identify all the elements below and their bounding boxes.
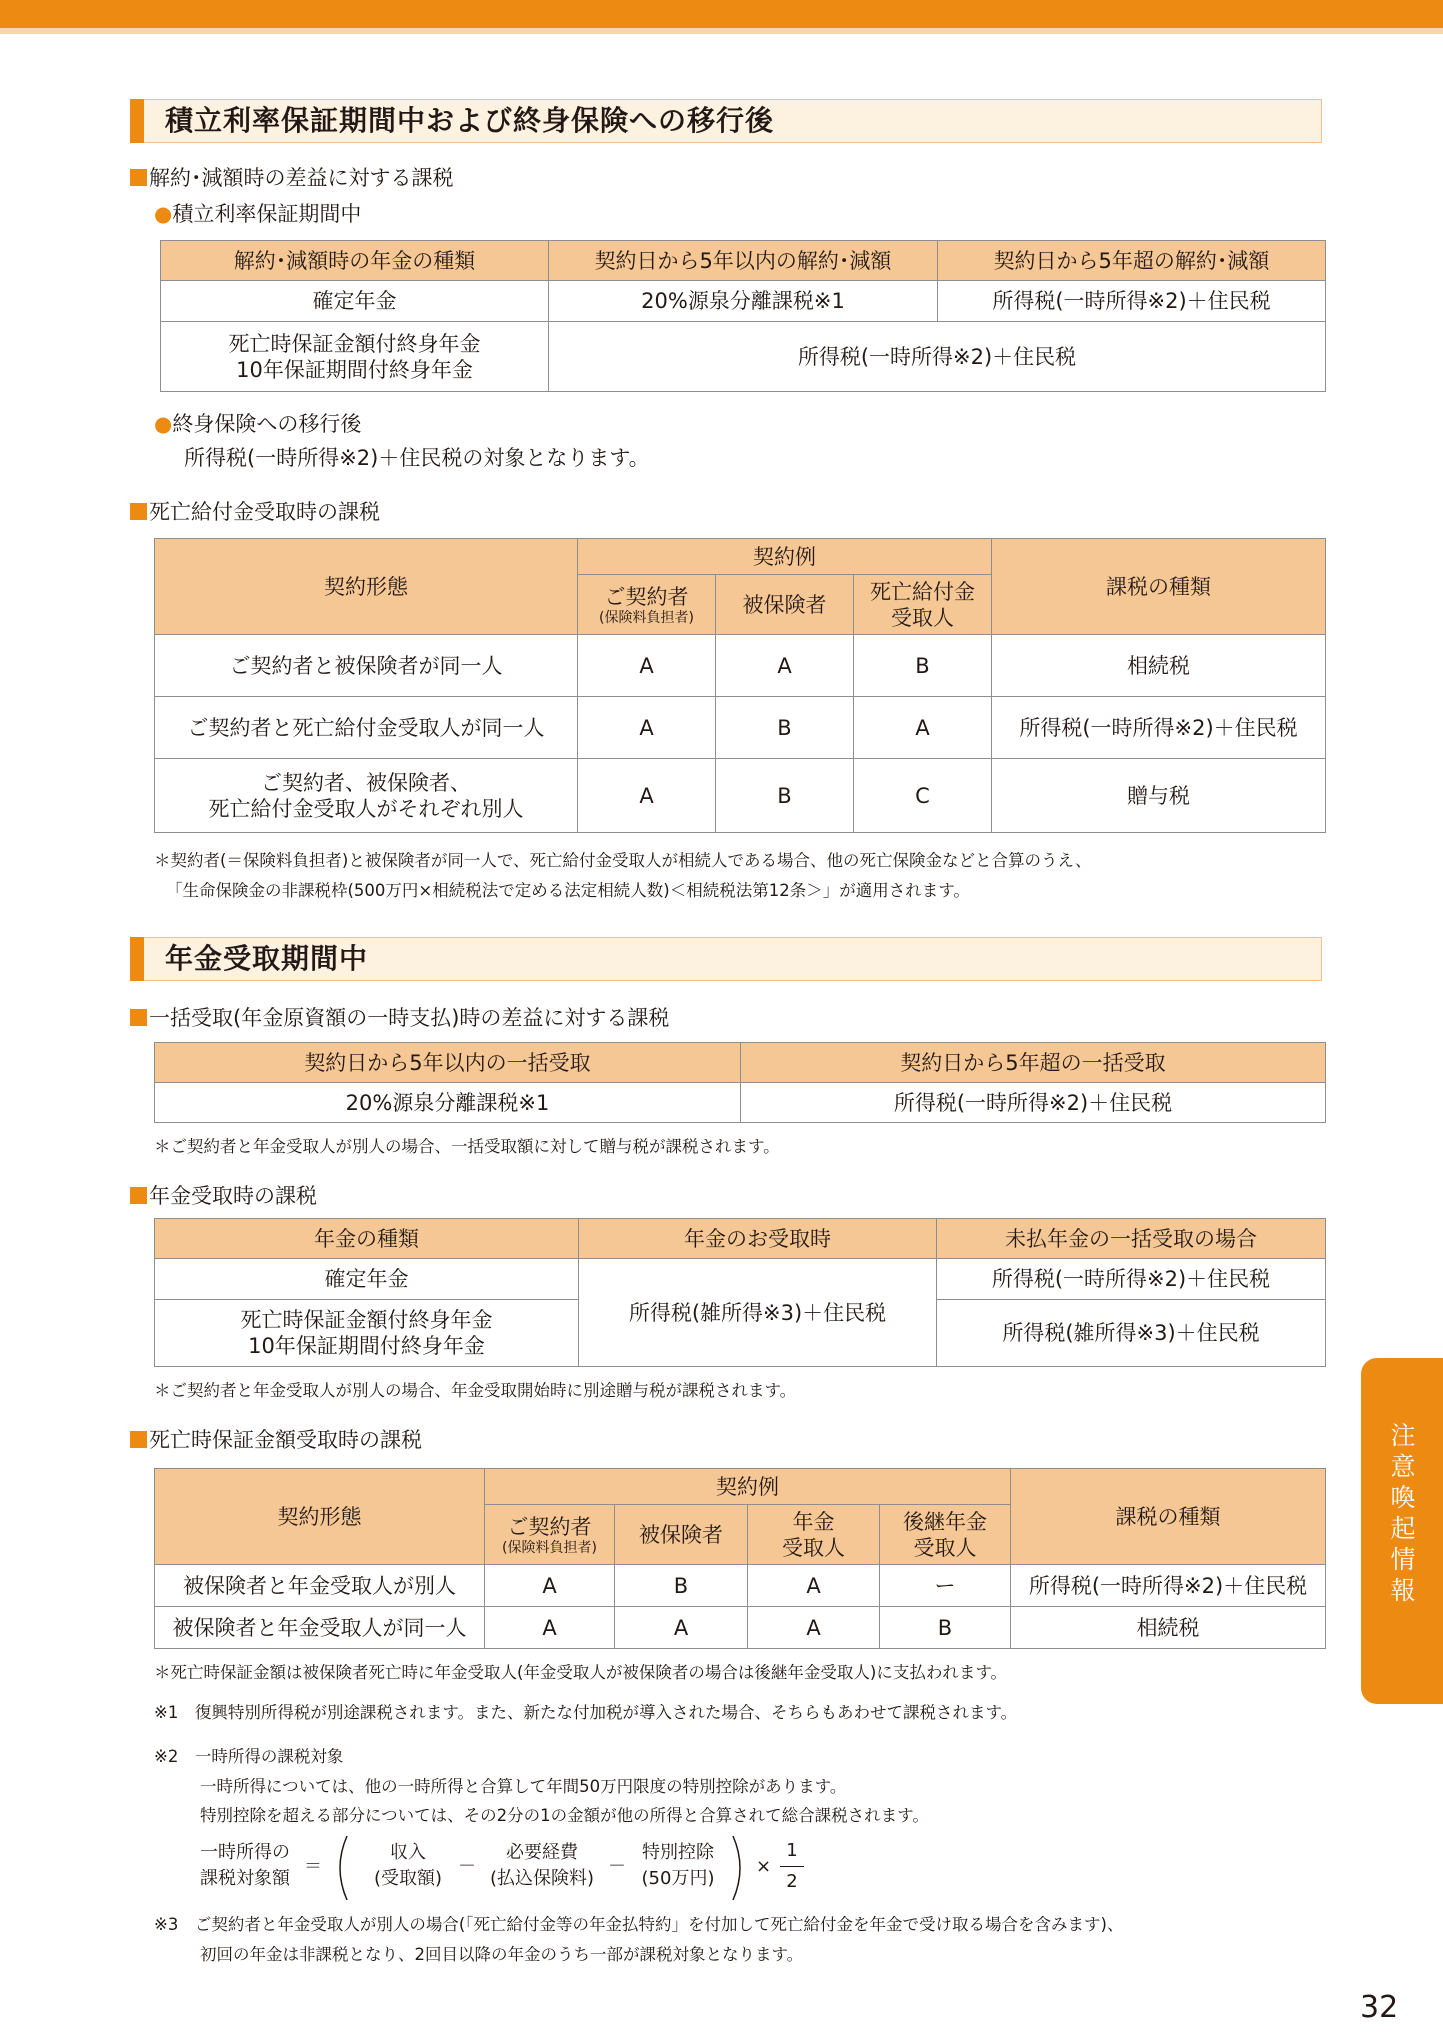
circle-bullet-icon: ● [154,202,173,226]
right-paren-icon [730,1834,750,1902]
table-header-cell: 契約例 [578,539,992,575]
table-cell: 20%源泉分離課税※1 [155,1083,741,1123]
table-header-cell: 契約形態 [155,1469,485,1565]
table-header-cell: 未払年金の一括受取の場合 [937,1219,1326,1259]
table-row [155,1083,1326,1123]
table-cell: 死亡時保証金額付終身年金 10年保証期間付終身年金 [161,322,549,392]
table-cell: 所得税(雑所得※3)＋住民税 [579,1259,937,1367]
surrender-tax-table [160,240,1326,392]
subheading-lump-sum-tax: 一括受取(年金原資額の一時支払)時の差益に対する課税 [130,1004,669,1032]
section-heading-marker [130,937,144,981]
table-header-cell: 被保険者 [716,575,854,635]
table-cell: A [485,1565,615,1607]
table-cell: B [880,1607,1011,1649]
side-tab-notice [1361,1358,1443,1704]
table-cell: 所得税(一時所得※2)＋住民税 [1011,1565,1326,1607]
page-number: 32 [1360,1990,1399,2025]
table-cell: A [716,635,854,697]
table-cell: 相続税 [1011,1607,1326,1649]
subheading-death-benefit-tax: 死亡給付金受取時の課税 [130,498,380,526]
section-title: 年金受取期間中 [165,942,369,975]
table-header-cell: 契約形態 [155,539,578,635]
table-cell: 被保険者と年金受取人が同一人 [155,1607,485,1649]
table-header-cell: 契約日から5年超の解約･減額 [938,241,1326,281]
table-cell: 所得税(雑所得※3)＋住民税 [937,1300,1326,1367]
table-cell: B [716,759,854,833]
table-cell: 所得税(一時所得※2)＋住民税 [938,281,1326,322]
fraction-bar [780,1866,804,1867]
table-header-cell: 年金 受取人 [748,1505,880,1565]
table-header-cell: 年金の種類 [155,1219,579,1259]
table-header-cell: 被保険者 [615,1505,748,1565]
table-row [155,1607,1326,1649]
table-row [155,759,1326,833]
table-cell: 所得税(一時所得※2)＋住民税 [549,322,1326,392]
table-cell: 20%源泉分離課税※1 [549,281,938,322]
whole-life-text: 所得税(一時所得※2)＋住民税の対象となります。 [184,446,650,470]
left-paren-icon [330,1834,350,1902]
table-header-row [155,1219,1326,1259]
lump-sum-tax-table [154,1042,1326,1123]
table-cell: ご契約者と死亡給付金受取人が同一人 [155,697,578,759]
table-cell: ご契約者と被保険者が同一人 [155,635,578,697]
section-heading-accumulation [130,99,1322,143]
taxable-income-formula [200,1832,840,1904]
table-row [161,322,1326,392]
footnote-2-line2: 特別控除を超える部分については、その2分の1の金額が他の所得と合算されて総合課税されます。 [200,1806,929,1825]
section-title: 積立利率保証期間中および終身保険への移行後 [165,104,775,137]
table-header-cell: 契約日から5年超の一括受取 [741,1043,1326,1083]
formula-expense: 必要経費 (払込保険料) [489,1842,595,1889]
subheading-guarantee-tax: 死亡時保証金額受取時の課税 [130,1426,422,1454]
table-cell: 被保険者と年金受取人が別人 [155,1565,485,1607]
bullet-whole-life: ●終身保険への移行後 [154,412,362,436]
formula-minus: － [608,1856,626,1877]
table-row [161,281,1326,322]
table-cell: 死亡時保証金額付終身年金 10年保証期間付終身年金 [155,1300,579,1367]
table-cell: A [578,759,716,833]
table-cell: 確定年金 [155,1259,579,1300]
table-header-cell: 死亡給付金 受取人 [854,575,992,635]
table-header-cell: 後継年金 受取人 [880,1505,1011,1565]
table-row [155,1565,1326,1607]
table-header-cell: 契約日から5年以内の一括受取 [155,1043,741,1083]
note-tax-exemption-1: ＊契約者(＝保険料負担者)と被保険者が同一人で、死亡給付金受取人が相続人である場合、他の死亡保険金などと合算のうえ、 [154,851,1092,870]
formula-equals: ＝ [304,1856,322,1877]
footnote-2-line1: 一時所得については、他の一時所得と合算して年間50万円限度の特別控除があります。 [200,1777,847,1796]
note-lump-sum-gift: ＊ご契約者と年金受取人が別人の場合、一括受取額に対して贈与税が課税されます。 [154,1137,780,1156]
square-bullet-icon [130,169,147,186]
bullet-guarantee-period: ●積立利率保証期間中 [154,202,362,226]
table-header-cell: 契約日から5年以内の解約･減額 [549,241,938,281]
square-bullet-icon [130,1009,147,1026]
table-header-row [155,539,1326,575]
table-cell: B [615,1565,748,1607]
table-header-cell: ご契約者 (保険料負担者) [578,575,716,635]
table-header-row [155,1043,1326,1083]
table-cell: B [854,635,992,697]
table-cell: 贈与税 [992,759,1326,833]
subheading-annuity-tax: 年金受取時の課税 [130,1182,317,1210]
formula-minus: － [458,1856,476,1877]
formula-fraction: 1 2 [780,1838,804,1895]
table-cell: 相続税 [992,635,1326,697]
table-cell: 所得税(一時所得※2)＋住民税 [937,1259,1326,1300]
table-cell: A [578,697,716,759]
table-header-cell: 課税の種類 [1011,1469,1326,1565]
table-cell: B [716,697,854,759]
table-header-cell: 契約例 [485,1469,1011,1505]
table-cell: A [615,1607,748,1649]
footnote-2-title: ※2 一時所得の課税対象 [154,1747,344,1766]
table-header-cell: 年金のお受取時 [579,1219,937,1259]
square-bullet-icon [130,1187,147,1204]
section-heading-annuity-period [130,937,1322,981]
footnote-3-line2: 初回の年金は非課税となり、2回目以降の年金のうち一部が課税対象となります。 [200,1945,804,1964]
footnote-3-line1: ※3 ご契約者と年金受取人が別人の場合(「死亡給付金等の年金払特約」を付加して死亡給付金を年金で受け取る場合を含みます)、 [154,1915,1124,1934]
table-cell: C [854,759,992,833]
table-row [155,1259,1326,1300]
top-accent-stripe [0,28,1443,34]
formula-income: 収入 (受取額) [373,1842,443,1889]
square-bullet-icon [130,1431,147,1448]
side-tab-label: 注意喚起情報 [1390,1421,1416,1605]
formula-deduction: 特別控除 (50万円) [641,1842,715,1889]
table-cell: ご契約者、被保険者、 死亡給付金受取人がそれぞれ別人 [155,759,578,833]
table-cell: 所得税(一時所得※2)＋住民税 [992,697,1326,759]
table-cell: 確定年金 [161,281,549,322]
circle-bullet-icon: ● [154,412,173,436]
death-benefit-tax-table [154,538,1326,833]
note-guarantee-payment: ＊死亡時保証金額は被保険者死亡時に年金受取人(年金受取人が被保険者の場合は後継年金受取人)に支払われます。 [154,1663,1008,1682]
table-header-row [161,241,1326,281]
table-cell: 所得税(一時所得※2)＋住民税 [741,1083,1326,1123]
table-header-cell: ご契約者 (保険料負担者) [485,1505,615,1565]
table-cell: A [485,1607,615,1649]
table-header-row [155,1469,1326,1505]
square-bullet-icon [130,503,147,520]
note-annuity-gift: ＊ご契約者と年金受取人が別人の場合、年金受取開始時に別途贈与税が課税されます。 [154,1381,797,1400]
footnote-1: ※1 復興特別所得税が別途課税されます。また、新たな付加税が導入された場合、そちらもあわせて課税されます。 [154,1703,1018,1722]
table-row [155,697,1326,759]
table-header-cell: 課税の種類 [992,539,1326,635]
table-cell: ー [880,1565,1011,1607]
section-heading-marker [130,99,144,143]
table-row [155,635,1326,697]
table-cell: A [854,697,992,759]
annuity-tax-table [154,1218,1326,1367]
formula-label: 一時所得の 課税対象額 [200,1842,290,1889]
table-header-cell: 解約･減額時の年金の種類 [161,241,549,281]
guarantee-tax-table [154,1468,1326,1649]
note-tax-exemption-2: 「生命保険金の非課税枠(500万円×相続税法で定める法定相続人数)＜相続税法第12条＞」が適用されます。 [166,881,970,900]
table-cell: A [748,1565,880,1607]
top-accent-bar [0,0,1443,28]
subheading-surrender-tax: 解約･減額時の差益に対する課税 [130,164,454,192]
table-cell: A [748,1607,880,1649]
formula-times: × [756,1856,772,1877]
table-cell: A [578,635,716,697]
